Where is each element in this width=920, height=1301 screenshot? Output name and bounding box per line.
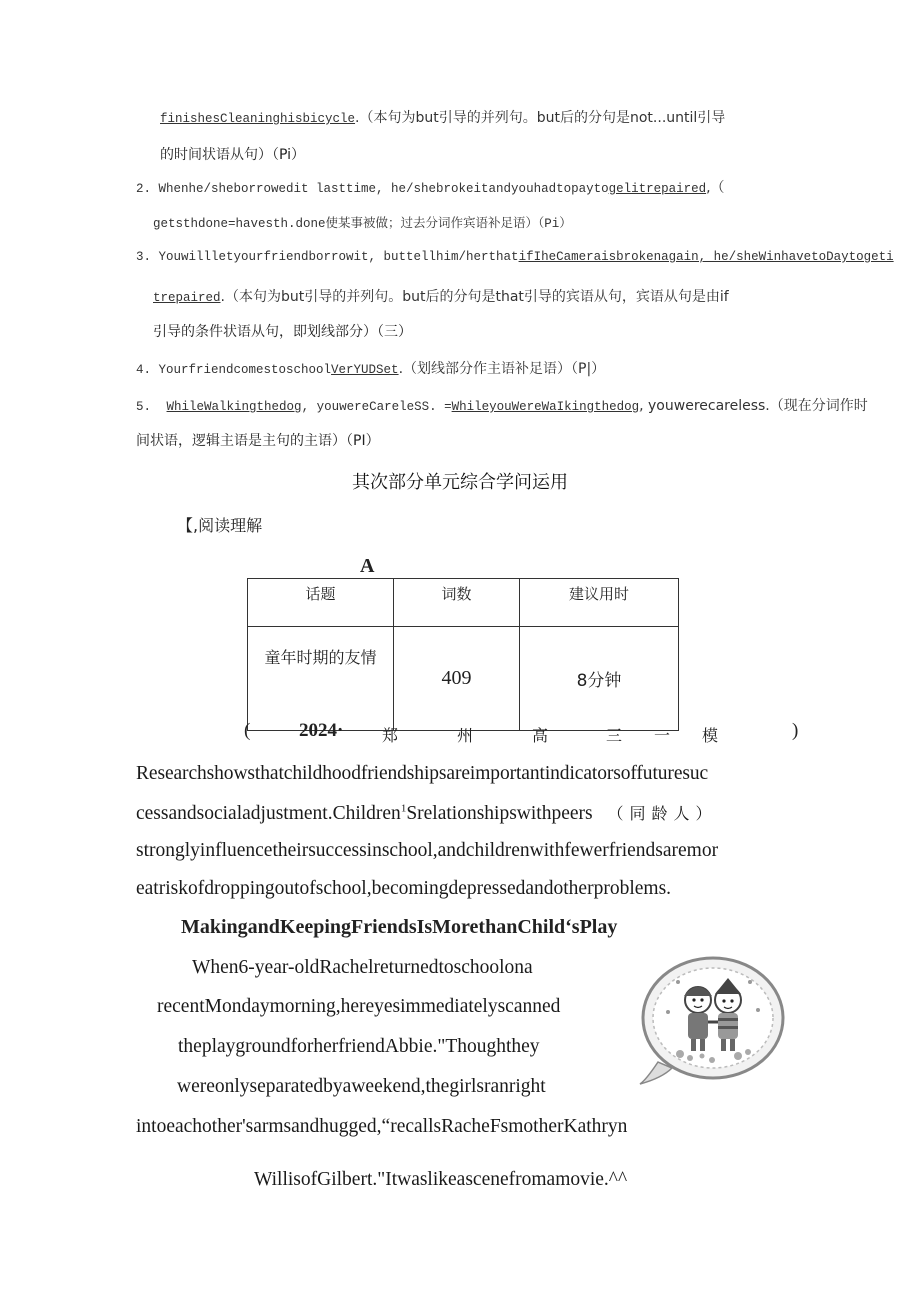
passage-p2-line-3: theplaygroundforherfriendAbbie."Thoughthey [178,1036,540,1057]
section-heading: 其次部分单元综合学问运用 [352,472,568,493]
citation-char-4: 三 [606,726,623,745]
passage-p1-line-4: eatriskofdroppingoutofschool,becomingdepressedandotherproblems. [136,878,672,899]
passage-p1-superscript: 1 [400,802,407,815]
answer-5-mid: , youwereCareleSS. = [301,400,452,414]
answer-4-underlined: VerYUDSet [331,363,399,377]
table-value-row [248,627,679,731]
answer-5-underlined-2: WhileyouWereWaIkingthedog [451,400,640,414]
table-header-wordcount: 词数 [394,579,520,627]
answer-4-suffix: .（划线部分作主语补足语）（P|） [398,361,606,377]
answer-4 [136,358,605,378]
citation-close-paren: ) [792,720,799,741]
answer-3-line-2 [153,286,729,306]
citation-char-6: 模 [702,726,719,745]
passage-p2-line-5: intoeachother'sarmsandhugged,“recallsRacheFsmotherKathryn [136,1116,628,1137]
citation-char-3: 高 [532,726,549,745]
passage-letter: A [360,555,375,577]
answer-3-prefix: 3. Youwillletyourfriendborrowit, buttellhim/herthat [136,250,519,264]
answer-4-prefix: 4. Yourfriendcomestoschool [136,363,332,377]
answer-3-note: .（本句为but引导的并列句。but后的分句是that引导的宾语从句，宾语从句是由if [220,289,729,305]
answer-5-num: 5. [136,400,152,414]
passage-p1-line-2a: cessandsocialadjustment.Children [136,803,401,824]
answer-1-note: .（本句为but引导的并列句。but后的分句是not...until引导 [355,110,726,126]
answer-1-line-1 [160,107,725,127]
table-header-row [248,579,679,627]
passage-info-table [247,578,679,731]
passage-p2-line-1: When6-year-oldRachelreturnedtoschoolona [192,957,533,978]
passage-p1-line-3: stronglyinfluencetheirsuccessinschool,andchildrenwithfewerfriendsaremor [136,840,719,861]
citation-char-2: 州 [457,726,474,745]
answer-2-prefix: 2. Whenhe/sheborrowedit lasttime, he/shebrokeitandyouhadtopayto [136,182,609,196]
answer-2-line-1 [136,177,725,197]
answer-2-line-2: getsthdone=havesth.done使某事被做；过去分词作宾语补足语）（Pi） [153,217,572,231]
passage-p1-cn-gloss: （同龄人） [607,804,718,823]
answer-3-line-3: 引导的条件状语从句，即划线部分）（三） [153,324,412,340]
answer-5-suffix: , youwerecareless.（现在分词作时 [639,398,868,414]
answer-1-underlined: finishesCleaninghisbicycle [160,112,356,126]
passage-p2-line-4: wereonlyseparatedbyaweekend,thegirlsranright [177,1076,546,1097]
answer-3-underlined: ifIheCameraisbrokenagain, he/sheWinhavetoDaytogeti [518,250,894,264]
section-subheading: 【,阅读理解 [177,516,263,535]
table-header-topic: 话题 [248,579,394,627]
citation-open-paren: ( [244,720,251,741]
passage-p1-line-2b: Srelationshipswithpeers [406,803,593,824]
passage-p2-line-2: recentMondaymorning,hereyesimmediatelyscanned [157,996,561,1017]
answer-5-underlined-1: WhileWalkingthedog [166,400,302,414]
answer-2-suffix: ,（ [706,180,725,196]
table-value-topic: 童年时期的友情 [248,627,394,731]
answer-3-underlined-cont: trepaired [153,291,221,305]
table-value-time: 8分钟 [520,627,679,731]
citation-year: 2024· [299,720,344,741]
children-friends-illustration [638,952,788,1087]
table-header-time: 建议用时 [520,579,679,627]
passage-p2-line-6: WillisofGilbert."Itwaslikeascenefromamovie.^^ [254,1169,628,1190]
citation-char-1: 郑 [382,726,399,745]
answer-2-underlined: gelitrepaired [608,182,707,196]
answer-5-line-2: 间状语，逻辑主语是主句的主语）（PI） [136,433,380,449]
table-value-wordcount: 409 [394,627,520,731]
answer-1-line-2: 的时间状语从句）（Pi） [160,147,306,163]
answer-5-line-1 [136,395,868,415]
passage-p1-line-1: Researchshowsthatchildhoodfriendshipsareimportantindicatorsoffuturesuc [136,763,709,784]
citation-char-5: 一 [654,726,671,745]
answer-3-line-1 [136,250,894,264]
passage-p1-line-2 [136,801,718,825]
passage-title: MakingandKeepingFriendsIsMorethanChild‘sPlay [181,916,618,938]
